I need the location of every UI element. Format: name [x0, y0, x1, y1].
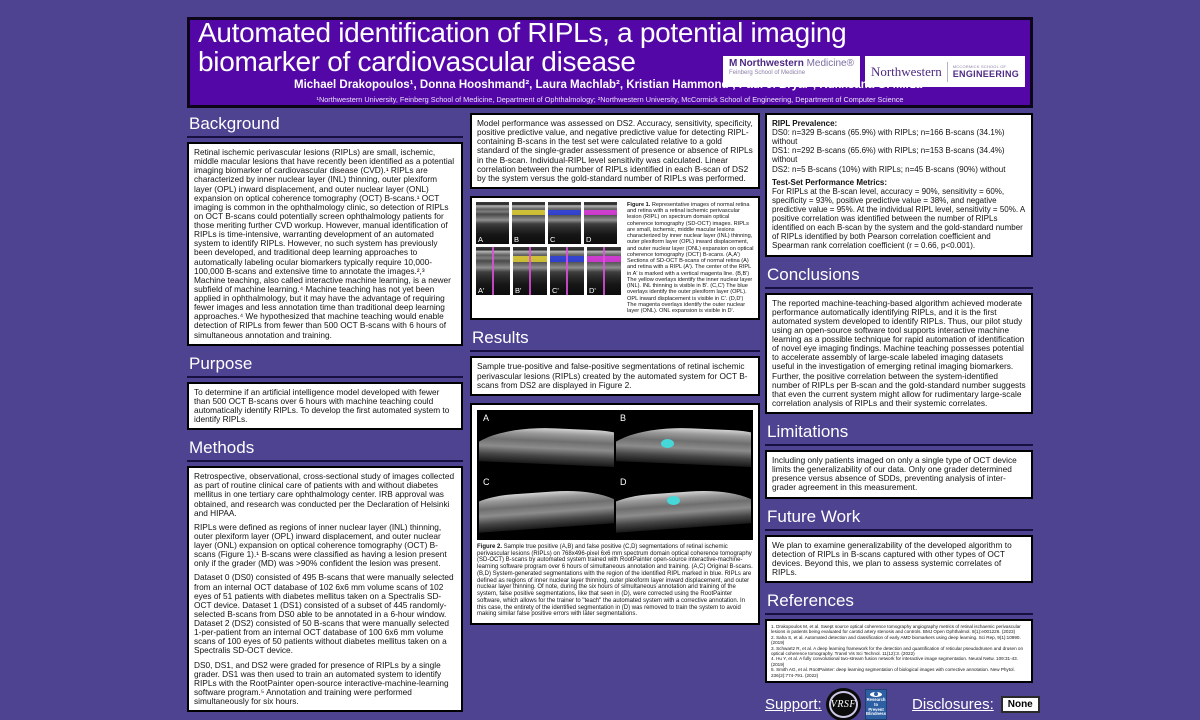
opl-blue-overlay [548, 210, 581, 215]
research-to-prevent-blindness-logo-icon [865, 689, 887, 720]
methods-text-box [187, 466, 463, 712]
prevalence-ds1: DS1: n=292 B-scans (65.6%) with RIPLs; n=153 B-scans (34.4%) without [772, 146, 1005, 165]
results-text-box: Sample true-positive and false-positive segmentations of retinal ischemic perivascular lesions (RIPLs) created by the automated system for OCT B-scans from DS2 are displayed in Figure 2. [470, 356, 760, 395]
magenta-marker-line [492, 247, 494, 295]
oct-panel-b [512, 202, 545, 244]
panel-label: B [620, 412, 627, 423]
ripl-segmentation-blob [661, 439, 674, 448]
oct-scan-d [616, 476, 751, 538]
future-work-heading: Future Work [765, 506, 1033, 531]
onl-magenta-overlay [584, 210, 617, 215]
reference-item: 2. Saha S, et al. Automated detection and classification of early AMD biomarkers using deep learning. Sci Rep, 9(1):10990. (2019) [771, 634, 1021, 646]
future-work-text-box: We plan to examine generalizability of the developed algorithm to detection of RIPLs in B-scans captured with other types of OCT devices. Beyond this, we plan to assess systemic correlates of RIPLs. [765, 535, 1033, 584]
magenta-marker-line [529, 247, 531, 295]
prevalence-ds2: DS2: n=5 B-scans (10%) with RIPLs; n=45 B-scans (90%) without [772, 164, 1006, 174]
oct-panel-a-prime [476, 247, 510, 295]
conclusions-text-box: The reported machine-teaching-based algorithm achieved moderate performance automatically identifying RIPLs, and it is the first automated system developed to identify RIPLs. Thus, our pilot study using an open-source software tool supports interactive machine learning as a possible technique for rapid automation of identification of novel eye imaging findings. Machine teaching possesses potential to accelerate assembly of large-scale labeled imaging datasets useful in the investigation of emerging retinal imaging biomarkers. Further, the positive correlation between the system-identified number of RIPLs per B-scan and the gold-standard number suggests that even the current system might allow for rudimentary large-scale correlation analysis of RIPLs and their systemic correlates. [765, 293, 1033, 415]
middle-column [470, 113, 760, 631]
panel-label: C' [552, 285, 559, 295]
figure1-caption [627, 202, 754, 315]
magenta-marker-line [566, 247, 568, 295]
purpose-heading: Purpose [187, 353, 463, 378]
prevalence-ds0: DS0: n=329 B-scans (65.9%) with RIPLs; n=166 B-scans (34.1%) without [772, 128, 1005, 147]
oct-panel-a [476, 202, 509, 244]
disclosures-label: Disclosures: [912, 696, 994, 714]
inl-yellow-overlay [512, 210, 545, 215]
vrsf-text: VRSF [830, 699, 857, 711]
figure2-caption-text: Sample true positive (A,B) and false positive (C,D) segmentations of retinal ischemic perivascular lesions (RIPLs) on 768x496-pixel 6x6 mm spectrum domain optical coherence tomography (SD-OCT) B-scans by automated system trained with RootPainter open-source interactive-machine-learning software program over 6 hours of simultaneous annotation and training. (A,C) Original B-scans. (B,D) System-generated segmentations with the region of the identified RIPL marked in blue. RIPLs are defined as regions of inner nuclear layer thinning, outer plexiform layer inward displacement, and outer nuclear layer thinning. Of note, during the six hours of simultaneous annotation and training of the system, false positive segmentations, like that seen in (D), were corrected using the RootPainter software, which allows for the trainer to "teach" the automated system with a corrective annotation. In this case, the entirety of the identified segmentation in (D) was removed to train the system to avoid making similar false positive errors with later segmentations. [477, 543, 753, 618]
eng-dept: ENGINEERING [952, 69, 1020, 79]
background-heading: Background [187, 113, 463, 138]
reference-item: 5. Smith AG, et al. RootPainter: deep learning segmentation of biological images with corrective annotation. New Phytol. 236(2):774-791. (2022) [771, 667, 1015, 678]
conclusions-heading: Conclusions [765, 264, 1033, 289]
support-row [765, 689, 1033, 720]
oct-scan-a [479, 412, 614, 474]
purpose-text-box: To determine if an artificial intelligence model developed with fewer than 500 OCT B-scans over 6 hours with machine teaching could automatically identify RIPLs. To develop the first automated system to identify RIPLs. [187, 382, 463, 431]
retina-band [479, 424, 614, 467]
figure1-images [476, 202, 622, 315]
metrics-heading: Test-Set Performance Metrics: [772, 177, 887, 187]
panel-label: A' [478, 285, 485, 295]
methods-paragraph: RIPLs were defined as regions of inner nuclear layer (INL) thinning, outer plexiform layer (OPL) inward displacement, and outer nuclear layer (ONL) expansion on optical coherence tomography (OCT) B-scans (Figure 1).¹ B-scans were classified as having a lesion present only if the grader (MD) was >90% confident the lesion was present. [194, 521, 447, 569]
left-column [187, 113, 463, 719]
magenta-marker-line [603, 247, 605, 295]
figure2-caption [477, 544, 753, 618]
ripl-segmentation-blob [667, 496, 680, 505]
metrics-text: For RIPLs at the B-scan level, accuracy = 90%, sensitivity = 60%, specificity = 93%, positive predictive value = 38%, and negative predictive value = 95%. At the individual RIPL level, sensitivity = 50%. A positive correlation was identified between the number of RIPLs identified on each B-scan by the system and the gold-standard number of RIPLs identified by both Pearson correlation coefficient and Spearman rank correlation coefficient (r = 0.66, p<0.001). [772, 186, 1025, 251]
nm-medicine: Medicine® [806, 58, 854, 69]
panel-label: B' [515, 285, 522, 295]
affiliations-line: ¹Northwestern University, Feinberg School of Medicine, Department of Ophthalmology; ²Northwestern University, McCormick School of Engineering, Department of Computer Science [316, 95, 904, 104]
reference-item: 1. Drakopoulos M, et al. Swept source optical coherence tomography angiography metrics of retinal ischaemic perivascular lesions in patients being evaluated for carotid artery stenosis and controls. BMJ Open Ophthalmol. 8(1):e001226. (2023) [771, 624, 1021, 635]
authors-line: Michael Drakopoulos¹, Donna Hooshmand², Laura Machlab², Kristian Hammond², Paul J. Bryar¹, Rukhsana G. Mirza¹ [294, 79, 926, 91]
panel-label: A [478, 234, 484, 244]
figure1-box [470, 196, 760, 321]
methods-paragraph: DS0, DS1, and DS2 were graded for presence of RIPLs by a single grader. DS1 was then used to train an automated system to identify RIPLs with the RootPainter open-source interactive-machine-learning software program.⁵ Annotation and training were performed simultaneously for six hours. [194, 659, 449, 706]
figure1-caption-label: Figure 1. [627, 201, 651, 208]
vrsf-logo-icon [829, 691, 858, 718]
reference-item: 3. Schwartz R, et al. A deep learning framework for the detection and quantification of reticular pseudodrusen and drusen on optical coherence tomography. Transl Vis Sci Technol. 11(12):3. (2022) [771, 645, 1024, 657]
title-line1: Automated identification of RIPLs, a potential imaging [198, 17, 847, 48]
oct-panel-c-prime [550, 247, 584, 295]
references-box [765, 619, 1033, 683]
right-column [765, 113, 1033, 720]
panel-label: A [483, 412, 490, 423]
results-heading: Results [470, 327, 760, 352]
limitations-text-box: Including only patients imaged on only a single type of OCT device limits the generalizability of our data. Only one grader determined presence versus absence of SDDs, preventing analysis of inter-grader agreement in this measurement. [765, 450, 1033, 499]
figure2-caption-label: Figure 2. [477, 543, 503, 550]
oct-panel-c [548, 202, 581, 244]
oct-panel-d [584, 202, 617, 244]
prevalence-heading: RIPL Prevalence: [772, 119, 838, 128]
retina-band [479, 486, 614, 533]
references-heading: References [765, 590, 1033, 615]
retina-band [616, 424, 751, 467]
methods-paragraph: Retrospective, observational, cross-sectional study of images collected as part of routine clinical care of patients with and without diabetes mellitus in one tertiary care ophthalmology center. IRB approval was obtained, and research was conducted per the Declaration of Helsinki and HIPAA. [194, 471, 455, 518]
eng-name: Northwestern [870, 63, 942, 79]
nm-name: Northwestern [739, 58, 804, 69]
eng-school: MCCORMICK SCHOOL OF [952, 64, 1007, 69]
limitations-heading: Limitations [765, 421, 1033, 446]
methods-heading: Methods [187, 437, 463, 462]
oct-scan-b [616, 412, 751, 474]
background-text-box: Retinal ischemic perivascular lesions (RIPLs) are small, ischemic, middle macular lesions that have recently been identified as a potential imaging biomarker of cardiovascular disease (CVD).¹ RIPLs are characterized by inner nuclear layer (INL) thinning, outer plexiform layer (OPL) inward displacement, and outer nuclear layer (ONL) expansion on optical coherence tomography (OCT) B-scans.¹ OCT imaging is common in the ophthalmology clinic, so detection of RIPLs on OCT B-scans could potentially screen ophthalmology patients for those meriting further CVD workup. However, manual identification of RIPLs is time-intensive, warranting development of an automated system to identify RIPLs. However, no such system has previously been developed, and traditional deep learning approaches to automatically labeling ocular biomarkers typically require 10,000-100,000 B-scans and extensive time to annotate the images.²,³ Machine teaching, also called interactive machine learning, is a newer subfield of machine learning.⁴ Machine teaching has not yet been applied in ophthalmology, but it may have the advantage of requiring fewer images and less annotation time than traditional deep learning approaches.⁴ We hypothesized that machine teaching would enable detection of RIPLs from fewer than 500 OCT B-scans with 6 hours of simultaneous annotation and training. [187, 142, 463, 346]
model-evaluation-text-box: Model performance was assessed on DS2. Accuracy, sensitivity, specificity, positive predictive value, and negative predictive value for detecting RIPL-containing B-scans in the test set were calculated relative to a gold standard of the single-grader assessment of presence or absence of RIPLs in the B-scan. Individual-RIPL level sensitivity was calculated. Linear correlation between the number of RIPLs identified in each B-scan of DS2 by the system versus the gold-standard number of RIPLs was performed. [470, 113, 760, 189]
oct-scan-c [479, 476, 614, 538]
panel-label: C [483, 476, 490, 487]
rpb-eye-icon [870, 692, 882, 697]
nm-m-mark-icon: M [729, 58, 738, 69]
figure2-images [477, 410, 753, 540]
retina-band [616, 486, 751, 533]
poster-header [187, 17, 1033, 108]
prevalence-metrics-box [765, 113, 1033, 257]
panel-label: D [620, 476, 627, 487]
methods-paragraph: Dataset 0 (DS0) consisted of 495 B-scans that were manually selected from an internal OCT database of 102 6x6 mm volume scans of 102 eyes of 51 patients with diabetes mellitus taken on a Spectralis SD-OCT device. Dataset 1 (DS1) consisted of a subset of 445 randomly-selected B-scans from DS0 able to be annotated in a 6-hour window. Dataset 2 (DS2) consisted of 50 B-scans that were manually selected 1-per-patient from an internal OCT database of 100 6x6 mm volume scans of 100 eyes of 50 patients without diabetes mellitus taken on a Spectralis SD-OCT device. [194, 572, 454, 656]
panel-label: D' [589, 285, 596, 295]
panel-label: B [514, 234, 520, 244]
disclosures-value-badge: None [1001, 696, 1040, 713]
panel-label: D [586, 234, 592, 244]
support-label: Support: [765, 696, 822, 714]
nm-sub: Feinberg School of Medicine [729, 70, 806, 76]
figure1-caption-text: Representative images of normal retina and retina with a retinal ischemic perivascular lesion (RIPL) on spectrum domain optical coherence tomography (SD-OCT) images. RIPLs are small, ischemic, middle macular lesions characterized by inner nuclear layer (INL) thinning, outer plexiform layer (OPL) inward displacement, and outer nuclear layer (ONL) expansion on optical coherence tomography (OCT) B-scans. (A,A') Sections of SD-OCT B-scans of normal retina (A) and retina with a RIPL (A'). The center of the RIPL in A' is marked with a vertical magenta line. (B,B') The yellow overlays identify the inner nuclear layer (INL). INL thinning is visible in B'. (C,C') The blue overlays identify the outer plexiform layer (OPL). OPL inward displacement is visible in C'. (D,D') The magenta overlays identify the outer nuclear layer (ONL). ONL expansion is visible in D'. [627, 201, 754, 315]
oct-panel-b-prime [513, 247, 547, 295]
oct-panel-d-prime [587, 247, 621, 295]
rpb-text: Research to Prevent Blindness [866, 696, 887, 717]
panel-label: C [550, 234, 556, 244]
figure2-box [470, 403, 760, 625]
reference-item: 4. Hu Y, et al. A fully convolutional two-stream fusion network for interactive image segmentation. Neural Netw. 109:31-43. (2019) [771, 656, 1019, 667]
title-line2: biomarker of cardiovascular disease [198, 46, 636, 78]
